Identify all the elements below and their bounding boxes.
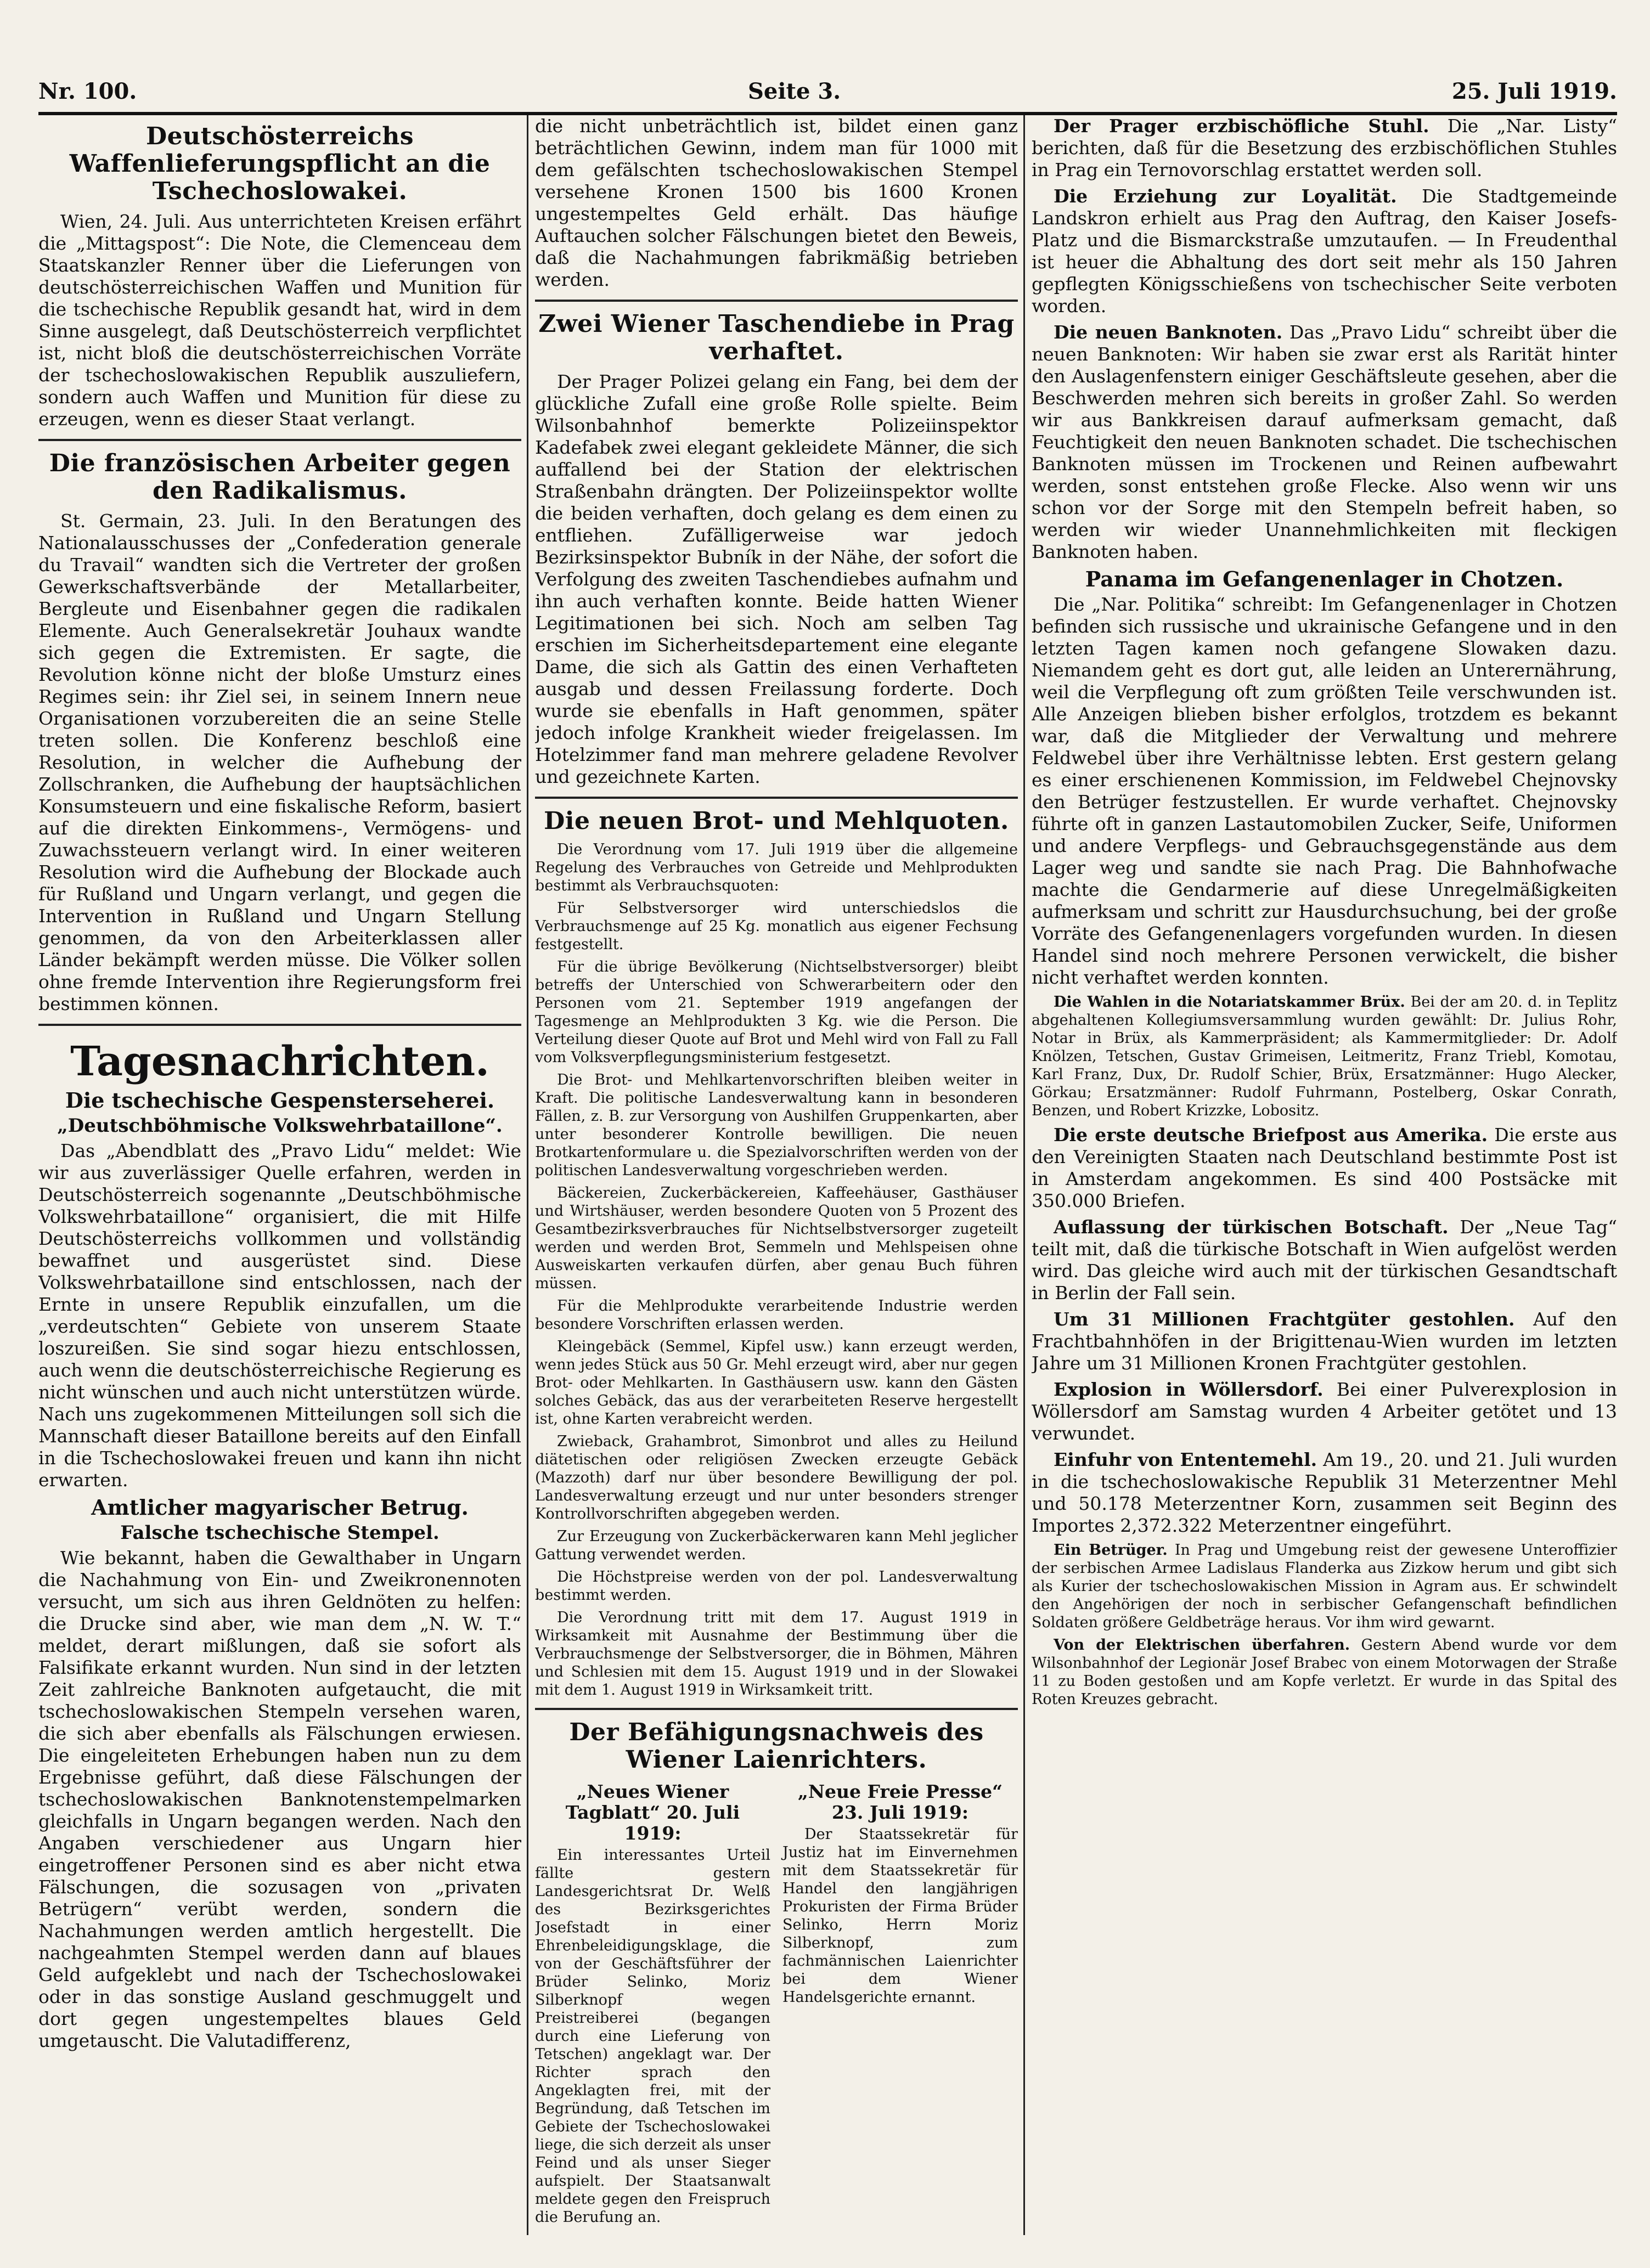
column-2	[535, 115, 1018, 2246]
article-franzoesische-arbeiter	[38, 450, 521, 1015]
news-item	[1032, 185, 1617, 317]
news-item-text: Gestern Abend wurde vor dem Wilsonbahnhof der Legionär Josef Brabec von einem Motorwagen der Straße 11 zu Boden gestoßen und am Kopfe verletzt. Er wurde in das Spital des Roten Kreuzes gebracht.	[1032, 1637, 1617, 1708]
article-paragraph: Die Verordnung tritt mit dem 17. August 1919 in Wirksamkeit mit Ausnahme der Bestimmung über die Verbrauchsmenge der Selbstversorger, die in Böhmen, Mähren und Schlesien mit dem 15. August 1919 und in der Slowakei mit dem 1. August 1919 in Wirksamkeit tritt.	[535, 1609, 1018, 1699]
article-gespensterseherei	[38, 1088, 521, 1491]
section-title: Tagesnachrichten.	[70, 1038, 489, 1085]
news-item-head: Auflassung der türkischen Botschaft.	[1054, 1216, 1449, 1238]
article-brot-mehlquoten	[535, 808, 1018, 1699]
news-item-head: Von der Elektrischen überfahren.	[1054, 1637, 1350, 1654]
article-title: Die neuen Brot- und Mehlquoten.	[544, 807, 1009, 835]
source-text: Ein interessantes Urteil fällte gestern Landesgerichtsrat Dr. Welß des Bezirksgerichtes Josefstadt in einer Ehrenbeleidigungsklage, die von der Geschäftsführer der Brüder Selinko, Moriz Silberknopf wegen Preistreiberei (begangen durch eine Lieferung von Tetschen) angeklagt war. Der Richter sprach den Angeklagten frei, mit der Begründung, daß Tetschen im Gebiete der Tschechoslowakei liege, die sich derzeit als unser Feind und als unser Sieger aufspielt. Der Staatsanwalt meldete gegen den Freispruch die Berufung an.	[535, 1847, 770, 2226]
comparison-left	[535, 1779, 770, 2231]
news-item	[1032, 993, 1617, 1120]
source-head: „Neues Wiener Tagblatt“ 20. Juli 1919:	[565, 1781, 740, 1844]
article-paragraph: St. Germain, 23. Juli. In den Beratungen des Nationalausschusses der „Confederation generale du Travail“ wandten sich die Vertreter der großen Gewerkschaftsverbände der Metallarbeiter, Bergleute und Eisenbahner gegen die radikalen Elemente. Auch Generalsekretär Jouhaux wandte sich gegen die Extremisten. Er sagte, die Revolution könne nicht der bloße Umsturz eines Regimes sein: ihr Ziel sei, in seinem Innern neue Organisationen vorzubereiten die an seine Stelle treten sollen. Die Konferenz beschloß eine Resolution, in welcher die Aufhebung der Zollschranken, die Aufhebung der hauptsächlichen Konsumsteuern und eine fiskalische Reform, basiert auf die direkten Einkommens-, Vermögens- und Zuwachssteuern verlangt wird. In einer weiteren Resolution wird die Aufhebung der Blockade auch für Rußland und Ungarn verlangt, und gegen die Intervention in Rußland und Ungarn Stellung genommen, da von den Arbeiterklassen aller Länder bekämpft werden müsse. Die Völker sollen ohne fremde Intervention ihre Regierungsform frei bestimmen können.	[38, 510, 521, 1014]
article-continuation: die nicht unbeträchtlich ist, bildet einen ganz beträchtlichen Gewinn, indem man für 1000 mit dem gefälschten tschechoslowakischen Stempel versehene Kronen 1500 bis 1600 Kronen ungestempeltes Geld erhält. Das häufige Auftauchen solcher Fälschungen bietet den Beweis, daß die Nachahmungen fabrikmäßig betrieben werden.	[535, 115, 1018, 290]
news-item	[1032, 1541, 1617, 1632]
news-item	[1032, 1379, 1617, 1445]
news-item-text: Am 19., 20. und 21. Juli wurden in die tschechoslowakische Republik 31 Meterzentner Mehl und 50.178 Meterzentner Korn, zusammen seit Beginn des Importes 2,372.322 Meterzentner eingeführt.	[1032, 1449, 1617, 1536]
article-subtitle: „Deutschböhmische Volkswehrbataillone“.	[57, 1115, 503, 1137]
article-paragraph: Wie bekannt, haben die Gewalthaber in Ungarn die Nachahmung von Ein- und Zweikronennoten versucht, um sich aus ihren Geldnöten zu helfen: die Drucke sind aber, wie man dem „N. W. T.“ meldet, derart mißlungen, daß sie sofort als Falsifikate erkannt wurden. Nun sind in der letzten Zeit zahlreiche Banknoten aufgetaucht, die mit tschechoslowakischen Stempeln versehen waren, die sich aber ebenfalls als Fälschungen erwiesen. Die eingeleiteten Erhebungen haben nun zu dem Ergebnisse geführt, daß diese Fälschungen der tschechoslowakischen Banknotenstempelmarken gleichfalls in Ungarn begangen werden. Nach den Angaben verschiedener aus Ungarn hier eingetroffener Personen sind es aber nicht etwa Fälschungen, die sozusagen von „privaten Betrügern“ verübt werden, sondern die Nachahmungen werden amtlich hergestellt. Die nachgeahmten Stempel werden dann auf blaues Geld aufgeklebt und nach der Tschechoslowakei oder in das sonstige Ausland geschmuggelt und dort gegen ungestempeltes blaues Geld umgetauscht. Die Valutadifferenz,	[38, 1547, 521, 2051]
page-header	[38, 60, 1617, 115]
article-magyarischer-betrug	[38, 1496, 521, 2052]
separator	[38, 439, 521, 441]
comparison-right	[782, 1779, 1018, 2231]
article-title: Der Befähigungsnachweis des Wiener Laienrichters.	[569, 1718, 984, 1774]
article-paragraph: Kleingebäck (Semmel, Kipfel usw.) kann erzeugt werden, wenn jedes Stück aus 50 Gr. Mehl erzeugt wird, aber nur gegen Brot- oder Mehlkarten. In Gasthäusern usw. kann den Gästen solches Gebäck, das aus der verarbeiteten Reserve hergestellt ist, ohne Karten verabreicht werden.	[535, 1338, 1018, 1428]
news-item-text: Bei der am 20. d. in Teplitz abgehaltenen Kollegiumsversammlung wurden gewählt: Dr. Julius Rohr, Notar in Brüx, als Kammerpräsident; als Kammermitglieder: Dr. Adolf Knölzen, Tetschen, Gustav Grimeisen, Leitmeritz, Franz Triebl, Komotau, Karl Franz, Dux, Dr. Rudolf Schier, Brüx, Ersatzmänner: Hugo Alecker, Görkau; Ersatzmänner: Rudolf Fuhrmann, Postelberg, Oskar Conrath, Benzen, und Robert Krizzke, Lobositz.	[1032, 994, 1617, 1119]
article-title: Panama im Gefangenenlager in Chotzen.	[1085, 567, 1564, 591]
article-paragraph: Die „Nar. Politika“ schreibt: Im Gefangenenlager in Chotzen befinden sich russische und ukrainische Gefangene und in den letzten Tagen kamen noch gefangene Slowaken dazu. Niemandem geht es dort gut, alle leiden an Unterernährung, weil die Verpflegung oft zum größten Teile verschwunden ist. Alle Anzeigen blieben bisher erfolglos, trotzdem es bekannt war, daß die Mitglieder der Verwaltung und mehrere Feldwebel über ihre Verhältnisse lebten. Erst gestern gelang es einer erschienenen Kommission, im Feldwebel Chejnovsky den Betrüger festzustellen. Er wurde verhaftet. Chejnovsky führte oft in ganzen Lastautomobilen Zucker, Seife, Uniformen und andere Verpflegs- und Gebrauchsgegenstände aus dem Lager weg und sandte sie nach Prag. Die Bahnhofwache machte die Gendarmerie auf diese Unregelmäßigkeiten aufmerksam und schritt zur Hausdurchsuchung, bei der große Vorräte des Gefangenenlagers vorgefunden wurden. In diesen Handel sind noch mehrere Personen verwickelt, die bisher nicht verhaftet werden konnten.	[1032, 594, 1617, 988]
news-item-head: Der Prager erzbischöfliche Stuhl.	[1054, 115, 1429, 137]
news-item-head: Explosion in Wöllersdorf.	[1054, 1379, 1324, 1400]
article-paragraph: Für Selbstversorger wird unterschiedslos die Verbrauchsmenge auf 25 Kg. monatlich aus eigener Fechsung festgestellt.	[535, 900, 1018, 953]
article-paragraph: Die Brot- und Mehlkartenvorschriften bleiben weiter in Kraft. Die politische Landesverwaltung kann in besonderen Fällen, z. B. zur Versorgung von Aushilfen Gruppenkarten, aber unter besonderer Kontrolle bewilligen. Die neuen Brotkartenformulare u. die Spezialvorschriften werden von der politischen Landesverwaltung vorgeschrieben werden.	[535, 1071, 1018, 1179]
news-item-text: Die „Nar. Listy“ berichten, daß für die Besetzung des erzbischöflichen Stuhles in Prag ein Ternovorschlag erstattet werden soll.	[1032, 115, 1617, 180]
article-paragraph: Wien, 24. Juli. Aus unterrichteten Kreisen erfährt die „Mittagspost“: Die Note, die Clemenceau dem Staatskanzler Renner über die Lieferungen von deutschösterreichischen Waffen und Munition für die tschechische Republik gesandt hat, wird in dem Sinne ausgelegt, daß Deutschösterreich verpflichtet ist, nicht bloß die deutschösterreichischen Vorräte der tschechoslowakischen Republik auszuliefern, sondern auch Waffen und Munition für diese zu erzeugen, wenn es dieser Staat verlangt.	[38, 211, 521, 430]
page-number: Seite 3.	[748, 78, 841, 104]
article-title: Die tschechische Gespensterseherei.	[65, 1088, 495, 1113]
article-paragraph: Das „Abendblatt des „Pravo Lidu“ meldet: Wie wir aus zuverlässiger Quelle erfahren, werden in Deutschösterreich sogenannte „Deutschböhmische Volkswehrbataillone“ organisiert, die mit Hilfe Deutschösterreichs vollkommen und vollständig bewaffnet und ausgerüstet sind. Diese Volkswehrbataillone sind entschlossen, nach der Ernte in unsere Republik einzufallen, um die „verdeutschten“ Gebiete von unserem Staate loszureißen. Sie sind sogar hiezu entschlossen, auch wenn die deutschösterreichische Regierung es nicht wünschen und auch nicht unterstützen würde. Nach uns zugekommenen Mitteilungen soll sich die Mannschaft dieser Bataillone bereits auf den Einfall in die Tschechoslowakei freuen und kann ihn nicht erwarten.	[38, 1140, 521, 1491]
article-taschendiebe	[535, 311, 1018, 788]
source-text: Der Staatssekretär für Justiz hat im Einvernehmen mit dem Staatssekretär für Handel den langjährigen Prokuristen der Firma Brüder Selinko, Herrn Moriz Silberknopf, zum fachmännischen Laienrichter bei dem Wiener Handelsgerichte ernannt.	[782, 1826, 1018, 2006]
news-item-text: Das „Pravo Lidu“ schreibt über die neuen Banknoten: Wir haben sie zwar erst als Rarität hinter den Auslagenfenstern einiger Geschäftsleute gesehen, aber die Beschwerden mehren sich bereits in großer Zahl. So werden wir aus Bankkreisen darauf aufmerksam gemacht, daß Feuchtigkeit den neuen Banknoten schadet. Die tschechischen Banknoten müssen im Trockenen und Reinen aufbewahrt werden, sonst entstehen große Flecke. Also wenn wir uns schon vor der Sorge mit den Stempeln befreit haben, so werden wir wieder Unannehmlichkeiten mit fleckigen Banknoten haben.	[1032, 321, 1617, 562]
news-item-head: Die Erziehung zur Loyalität.	[1054, 185, 1397, 207]
news-item-text: Bei einer Pulverexplosion in Wöllersdorf am Samstag wurden 4 Arbeiter getötet und 13 verwundet.	[1032, 1379, 1617, 1444]
article-title: Amtlicher magyarischer Betrug.	[91, 1495, 469, 1520]
separator	[38, 1024, 521, 1026]
article-title: Zwei Wiener Taschendiebe in Prag verhaftet.	[538, 310, 1015, 365]
issue-date: 25. Juli 1919.	[1451, 78, 1617, 104]
news-item	[1032, 1308, 1617, 1374]
news-item-text: In Prag und Umgebung reist der gewesene Unteroffizier der serbischen Armee Ladislaus Flanderka aus Zizkow herum und gibt sich als Kurier der tschechoslowakischen Mission in Agram aus. Er schwindelt den Angehörigen der noch in serbischer Gefangenschaft befindlichen Soldaten größere Geldbeträge heraus. Vor ihm wird gewarnt.	[1032, 1542, 1617, 1631]
separator	[535, 797, 1018, 799]
article-subtitle: Falsche tschechische Stempel.	[120, 1522, 440, 1544]
article-paragraph: Bäckereien, Zuckerbäckereien, Kaffeehäuser, Gasthäuser und Wirtshäuser, werden besondere Quoten von 5 Prozent des Gesamtbezirksverbrauches für Nichtselbstversorger zugeteilt werden und werden Brot, Semmeln und Mehlspeisen ohne Ausweiskarten verkaufen dürfen, aber genau Buch führen müssen.	[535, 1184, 1018, 1292]
column-divider	[1023, 115, 1025, 2235]
article-paragraph: Für die Mehlprodukte verarbeitende Industrie werden besondere Vorschriften erlassen werden.	[535, 1297, 1018, 1333]
article-laienrichter	[535, 1719, 1018, 2231]
news-item	[1032, 1449, 1617, 1537]
article-title: Die französischen Arbeiter gegen den Radikalismus.	[49, 449, 511, 505]
article-paragraph: Der Prager Polizei gelang ein Fang, bei dem der glückliche Zufall eine große Rolle spielte. Beim Wilsonbahnhof bemerkte Polizeiinspektor Kadefabek zwei elegant gekleidete Männer, die sich auffallend bei der Station der elektrischen Straßenbahn drängten. Der Polizeiinspektor wollte die beiden verhaften, doch gelang es dem einen zu entfliehen. Zufälligerweise war jedoch Bezirksinspektor Bubník in der Nähe, der sofort die Verfolgung des zweiten Taschendiebes aufnahm und ihn auch verhaften konnte. Beide hatten Wiener Legitimationen bei sich. Noch am selben Tag erschien im Sicherheitsdepartement eine elegante Dame, die sich als Gattin des einen Verhafteten ausgab und dessen Freilassung forderte. Doch wurde sie ebenfalls in Haft genommen, später jedoch infolge Krankheit wieder freigelassen. Im Hotelzimmer fand man mehrere geladene Revolver und gezeichnete Karten.	[535, 371, 1018, 787]
column-divider	[527, 115, 528, 2235]
issue-number: Nr. 100.	[38, 78, 137, 104]
news-item-head: Einfuhr von Ententemehl.	[1054, 1449, 1317, 1470]
news-item-head: Um 31 Millionen Frachtgüter gestohlen.	[1054, 1308, 1515, 1330]
source-head: „Neue Freie Presse“ 23. Juli 1919:	[797, 1781, 1003, 1823]
news-item-text: Die Stadtgemeinde Landskron erhielt aus Prag den Auftrag, den Kaiser Josefs-Platz und die Bismarckstraße umzutaufen. — In Freudenthal ist heuer die Abhaltung des dort seit mehr als 150 Jahren gepflegten Königsschießens von tschechischer Seite verboten worden.	[1032, 185, 1617, 317]
article-paragraph: Die Höchstpreise werden von der pol. Landesverwaltung bestimmt werden.	[535, 1569, 1018, 1604]
column-3	[1032, 115, 1617, 2246]
article-paragraph: Zur Erzeugung von Zuckerbäckerwaren kann Mehl jeglicher Gattung verwendet werden.	[535, 1528, 1018, 1563]
news-item-text: Der „Neue Tag“ teilt mit, daß die türkische Botschaft in Wien aufgelöst werden wird. Das gleiche wird auch mit der türkischen Gesandtschaft in Berlin der Fall sein.	[1032, 1216, 1617, 1304]
column-1	[38, 115, 521, 2246]
news-item	[1032, 115, 1617, 181]
article-waffenlieferung	[38, 123, 521, 430]
article-title: Deutschösterreichs Waffenlieferungspflicht an die Tschechoslowakei.	[69, 122, 491, 205]
news-item	[1032, 1636, 1617, 1708]
news-item	[1032, 321, 1617, 563]
article-paragraph: Die Verordnung vom 17. Juli 1919 über die allgemeine Regelung des Verbrauches von Getreide und Mehlprodukten bestimmt als Verbrauchsquoten:	[535, 841, 1018, 894]
news-item	[1032, 1216, 1617, 1304]
separator	[535, 300, 1018, 302]
comparison-columns	[535, 1779, 1018, 2231]
news-item-text: Die erste aus den Vereinigten Staaten nach Deutschland bestimmte Post ist in Amsterdam angekommen. Es sind 400 Postsäcke mit 350.000 Briefen.	[1032, 1124, 1617, 1211]
news-item-head: Die Wahlen in die Notariatskammer Brüx.	[1054, 994, 1405, 1011]
article-panama-chotzen	[1032, 567, 1617, 989]
news-item-head: Die erste deutsche Briefpost aus Amerika.	[1054, 1124, 1488, 1146]
news-item-head: Ein Betrüger.	[1054, 1542, 1168, 1559]
news-item-text: Auf den Frachtbahnhöfen in der Brigittenau-Wien wurden im letzten Jahre um 31 Millionen Kronen Frachtgüter gestohlen.	[1032, 1308, 1617, 1374]
separator	[535, 1708, 1018, 1710]
news-item	[1032, 1124, 1617, 1212]
article-paragraph: Für die übrige Bevölkerung (Nichtselbstversorger) bleibt betreffs der Unterschied von Schwerarbeitern oder den Personen vom 21. September 1919 angefangen der Tagesmenge an Mehlprodukten 3 Kg. wie die Person. Die Verteilung dieser Quote auf Brot und Mehl wird von Fall zu Fall vom Volksverpflegungsministerium festgesetzt.	[535, 958, 1018, 1066]
news-item-head: Die neuen Banknoten.	[1054, 321, 1283, 343]
article-paragraph: Zwieback, Grahambrot, Simonbrot und alles zu Heilund diätetischen oder religiösen Zwecken erzeugte Gebäck (Mazzoth) darf nur über besondere Bewilligung der pol. Landesverwaltung erzeugt und nur unter besonders strenger Kontrollvorschriften abgegeben werden.	[535, 1433, 1018, 1522]
